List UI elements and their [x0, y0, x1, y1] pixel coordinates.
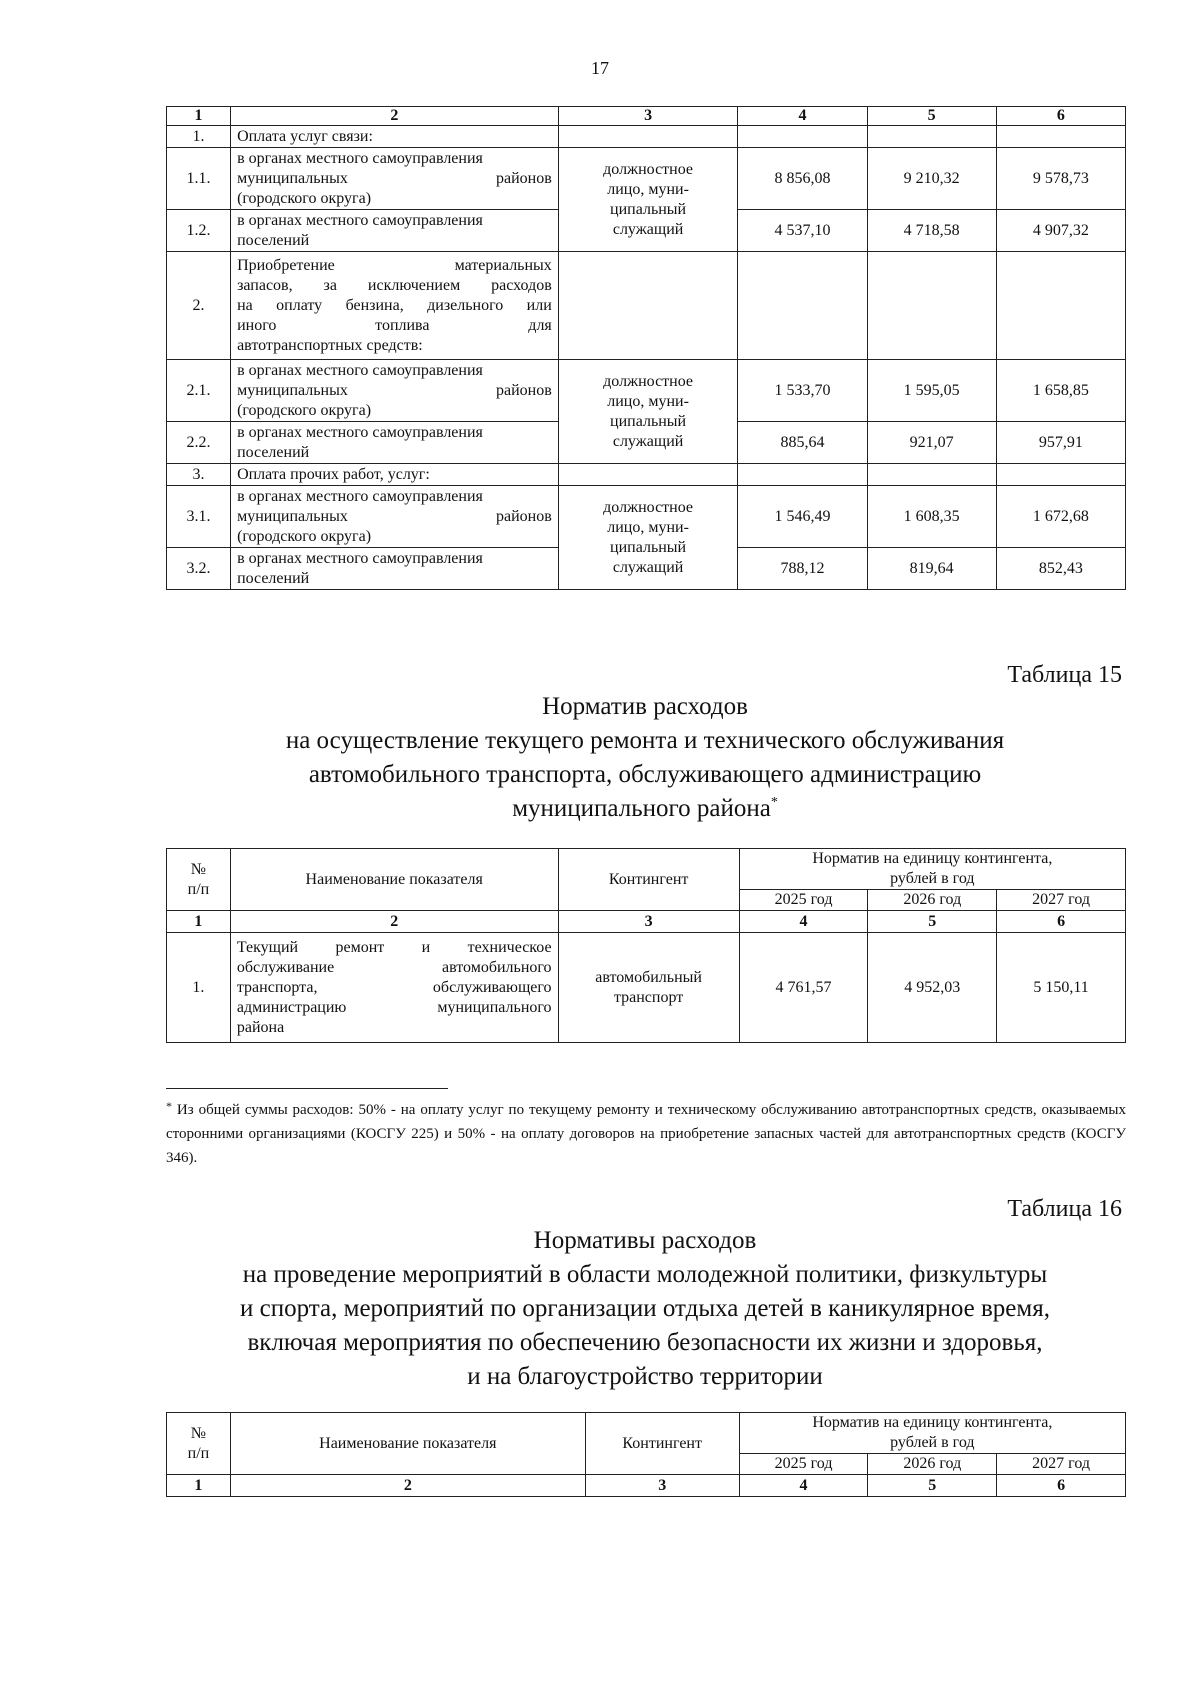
head-num: № п/п: [167, 849, 231, 911]
col-num: 1: [167, 107, 231, 126]
value-2027: 5 150,11: [997, 933, 1126, 1043]
table-row: [167, 148, 1126, 210]
row-text: в органах местного самоуправления поселений: [231, 548, 559, 590]
col-num: 5: [868, 911, 997, 933]
column-number-row: [167, 911, 1126, 933]
col-num: 2: [230, 1475, 585, 1497]
head-norm: Норматив на единицу контингента, рублей в год: [739, 1413, 1125, 1454]
table-row: [167, 464, 1126, 486]
contingent-cell: должностное лицо, муни- ципальный служащий: [558, 148, 738, 252]
table-row: [167, 126, 1126, 148]
row-number: 3.: [167, 464, 231, 486]
col-num: 6: [997, 1475, 1126, 1497]
head-norm: Норматив на единицу контингента, рублей в год: [739, 849, 1125, 890]
contingent-cell: должностное лицо, муни- ципальный служащий: [558, 486, 738, 590]
row-text: в органах местного самоуправления муниципальных районов (городского округа): [231, 148, 559, 210]
head-year: 2026 год: [868, 890, 997, 911]
row-number: 2.1.: [167, 360, 231, 422]
value-2026: 1 595,05: [867, 360, 996, 422]
value-2025: 8 856,08: [738, 148, 867, 210]
table-row: [167, 360, 1126, 422]
value-2026: 819,64: [867, 548, 996, 590]
row-text: Оплата услуг связи:: [231, 126, 559, 148]
table-16-title: Нормативы расходов на проведение мероприятий в области молодежной политики, физкультуры и спорта, мероприятий по организации отдыха детей в каникулярное время, включая мероприятия по обеспечению безопасности их жизни и здоровья, и на благоустройство территории: [240, 1227, 1050, 1390]
head-year: 2027 год: [997, 1454, 1126, 1475]
value-2026: 9 210,32: [867, 148, 996, 210]
value-2025: 885,64: [738, 422, 867, 464]
value-2026: 921,07: [867, 422, 996, 464]
row-text: в органах местного самоуправления поселений: [231, 422, 559, 464]
head-name: Наименование показателя: [230, 849, 558, 911]
value-2027: 957,91: [996, 422, 1125, 464]
row-text: в органах местного самоуправления муниципальных районов (городского округа): [231, 360, 559, 422]
value-2026: 4 718,58: [867, 210, 996, 252]
row-number: 1.2.: [167, 210, 231, 252]
contingent-cell: автомобильный транспорт: [558, 933, 739, 1043]
head-num: № п/п: [167, 1413, 231, 1475]
col-num: 2: [231, 107, 559, 126]
head-year: 2027 год: [997, 890, 1126, 911]
col-num: 1: [167, 911, 231, 933]
costs-table-continued: [166, 106, 1126, 590]
value-2027: 1 672,68: [996, 486, 1125, 548]
head-contingent: Контингент: [585, 1413, 739, 1475]
column-number-row: [167, 107, 1126, 126]
row-number: 2.2.: [167, 422, 231, 464]
head-name: Наименование показателя: [230, 1413, 585, 1475]
row-number: 1.: [167, 126, 231, 148]
col-num: 5: [868, 1475, 997, 1497]
table-16-label: Таблица 16: [1007, 1196, 1122, 1222]
table-16: [166, 1412, 1126, 1497]
col-num: 4: [739, 1475, 868, 1497]
table-row: [167, 933, 1126, 1043]
row-number: 3.1.: [167, 486, 231, 548]
page-number: 17: [591, 58, 609, 78]
value-2027: 1 658,85: [996, 360, 1125, 422]
contingent-cell: должностное лицо, муни- ципальный служащий: [558, 360, 738, 464]
row-text: в органах местного самоуправления муниципальных районов (городского округа): [231, 486, 559, 548]
value-2025: 4 761,57: [739, 933, 868, 1043]
value-2027: 4 907,32: [996, 210, 1125, 252]
table-row: [167, 486, 1126, 548]
row-text: Приобретение материальных запасов, за исключением расходов на оплату бензина, дизельного или иного топлива для автотранспортных средств:: [231, 252, 559, 360]
col-num: 4: [738, 107, 867, 126]
row-text: в органах местного самоуправления поселений: [231, 210, 559, 252]
col-num: 3: [558, 107, 738, 126]
table-15-title: Норматив расходов на осуществление текущего ремонта и технического обслуживания автомобильного транспорта, обслуживающего администрацию муниципального района*: [285, 693, 1005, 822]
value-2025: 1 533,70: [738, 360, 867, 422]
head-year: 2025 год: [739, 1454, 868, 1475]
row-number: 2.: [167, 252, 231, 360]
row-number: 3.2.: [167, 548, 231, 590]
row-text: Оплата прочих работ, услуг:: [231, 464, 559, 486]
head-year: 2025 год: [739, 890, 868, 911]
col-num: 5: [867, 107, 996, 126]
row-text: Текущий ремонт и техническое обслуживание автомобильного транспорта, обслуживающего администрацию муниципального района: [230, 933, 558, 1043]
value-2025: 788,12: [738, 548, 867, 590]
value-2025: 4 537,10: [738, 210, 867, 252]
col-num: 3: [558, 911, 739, 933]
value-2027: 852,43: [996, 548, 1125, 590]
table-15: [166, 848, 1126, 1043]
col-num: 3: [585, 1475, 739, 1497]
table-15-label: Таблица 15: [1007, 662, 1122, 688]
footnote: * Из общей суммы расходов: 50% - на оплату услуг по текущему ремонту и техническому обслуживанию автотранспортных средств, оказываемых сторонними организациями (КОСГУ 225) и 50% - на оплату договоров на приобретение запасных частей для автотранспортных средств (КОСГУ 346).: [166, 1099, 1127, 1166]
col-num: 1: [167, 1475, 231, 1497]
table-row: [167, 252, 1126, 360]
value-2025: 1 546,49: [738, 486, 867, 548]
column-number-row: [167, 1475, 1126, 1497]
col-num: 4: [739, 911, 868, 933]
col-num: 6: [997, 911, 1126, 933]
footnote-separator: [166, 1088, 448, 1089]
col-num: 6: [996, 107, 1125, 126]
col-num: 2: [230, 911, 558, 933]
value-2027: 9 578,73: [996, 148, 1125, 210]
row-number: 1.1.: [167, 148, 231, 210]
value-2026: 1 608,35: [867, 486, 996, 548]
head-contingent: Контингент: [558, 849, 739, 911]
value-2026: 4 952,03: [868, 933, 997, 1043]
row-number: 1.: [167, 933, 231, 1043]
head-year: 2026 год: [868, 1454, 997, 1475]
